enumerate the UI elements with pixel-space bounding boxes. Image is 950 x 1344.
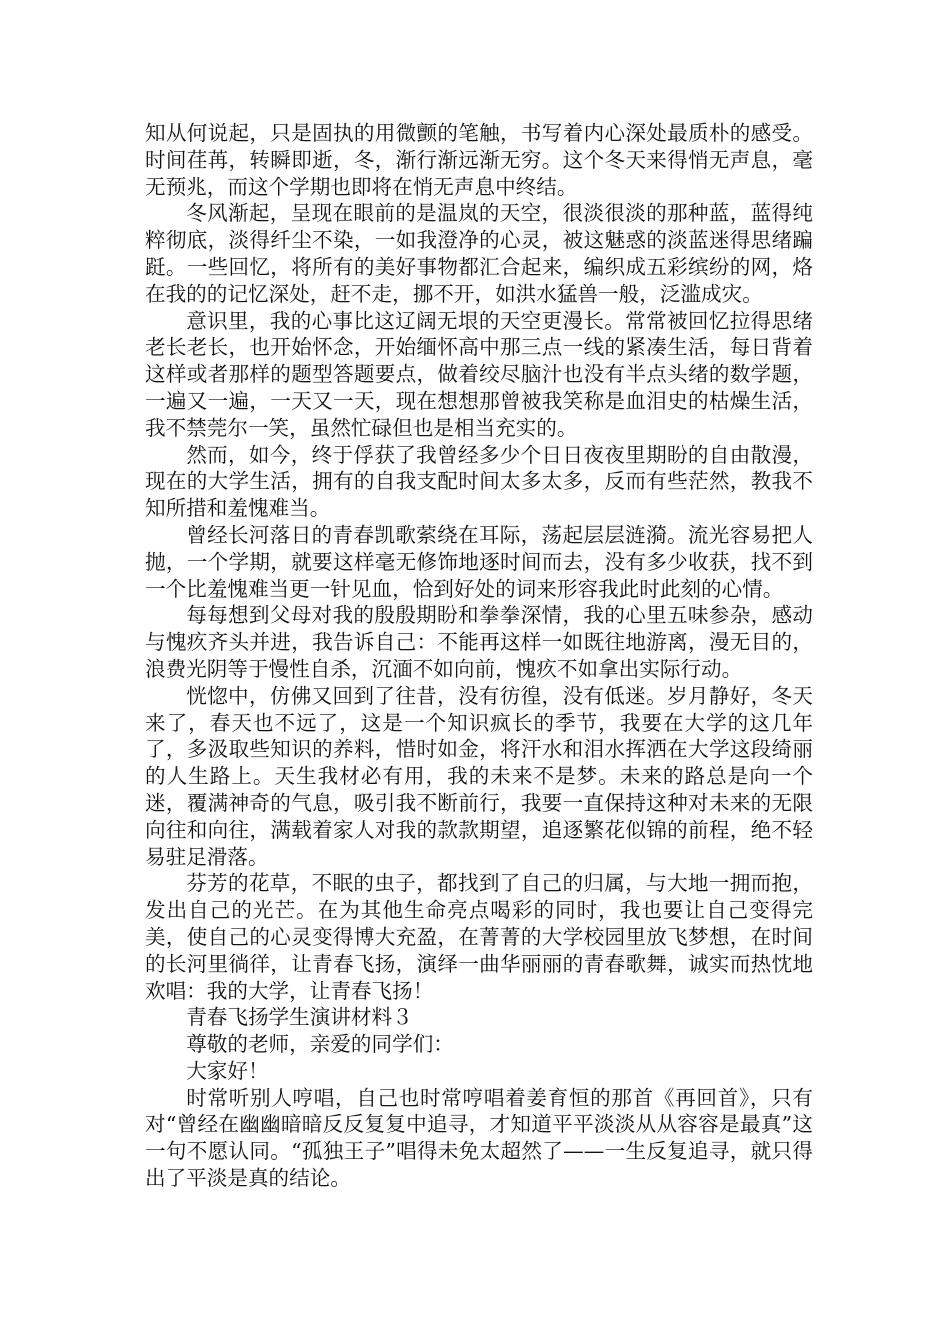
document-page [145, 120, 813, 1192]
greeting: 大家好！ [186, 1058, 269, 1083]
paragraph-7: 恍惚中，仿佛又回到了往昔，没有彷徨，没有低迷。岁月静好，冬天来了，春天也不远了，这是一个知识疯长的季节，我要在大学的这几年了，多汲取些知识的养料，惜时如金，将汗水和泪水挥洒在大学这段绮丽的人生路上。天生我材必有用，我的未来不是梦。未来的路总是向一个迷，覆满神奇的气息，吸引我不断前行，我要一直保持这种对未来的无限向往和向往，满载着家人对我的款款期望，追逐繁花似锦的前程，绝不轻易驻足滑落。 [145, 683, 813, 869]
paragraph-4: 然而，如今，终于俘获了我曾经多少个日日夜夜里期盼的自由散漫，现在的大学生活，拥有的自我支配时间太多太多，反而有些茫然，教我不知所措和羞愧难当。 [145, 442, 813, 521]
closing-paragraph: 时常听别人哼唱，自己也时常哼唱着姜育恒的那首《再回首》，只有对“曾经在幽幽暗暗反反复复中追寻，才知道平平淡淡从从容容是最真”这一句不愿认同。“孤独王子”唱得未免太超然了——一生反复追寻，就只得出了平淡是真的结论。 [145, 1085, 813, 1191]
paragraph-8: 芬芳的花草，不眠的虫子，都找到了自己的归属，与大地一拥而抱，发出自己的光芒。在为其他生命亮点喝彩的同时，我也要让自己变得完美，使自己的心灵变得博大充盈，在菁菁的大学校园里放飞梦想，在时间的长河里徜徉，让青春飞扬，演绎一曲华丽丽的青春歌舞，诚实而热忱地欢唱：我的大学，让青春飞扬！ [145, 871, 813, 1003]
paragraph-1: 知从何说起，只是固执的用微颤的笔触，书写着内心深处最质朴的感受。时间荏苒，转瞬即逝，冬，渐行渐远渐无穷。这个冬天来得悄无声息，毫无预兆，而这个学期也即将在悄无声息中终结。 [145, 121, 813, 199]
section-title: 青春飞扬学生演讲材料３ [186, 1005, 413, 1030]
paragraph-3: 意识里，我的心事比这辽阔无垠的天空更漫长。常常被回忆拉得思绪老长老长，也开始怀念，开始缅怀高中那三点一线的紧凑生活，每日背着这样或者那样的题型答题要点，做着绞尽脑汁也没有半点头绪的数学题，一遍又一遍，一天又一天，现在想想那曾被我笑称是血泪史的枯燥生活，我不禁莞尔一笑，虽然忙碌但也是相当充实的。 [145, 308, 813, 440]
paragraph-6: 每每想到父母对我的殷殷期盼和拳拳深情，我的心里五味参杂，感动与愧疚齐头并进，我告诉自己：不能再这样一如既往地游离，漫无目的，浪费光阴等于慢性自杀，沉湎不如向前，愧疚不如拿出实际行动。 [145, 603, 813, 681]
paragraph-5: 曾经长河落日的青春凯歌萦绕在耳际，荡起层层涟漪。流光容易把人抛，一个学期，就要这样毫无修饰地逐时间而去，没有多少收获，找不到一个比羞愧难当更一针见血，恰到好处的词来形容我此时此刻的心情。 [145, 522, 813, 601]
paragraph-2: 冬风渐起，呈现在眼前的是温岚的天空，很淡很淡的那种蓝，蓝得纯粹彻底，淡得纤尘不染，一如我澄净的心灵，被这魅惑的淡蓝迷得思绪蹁跹。一些回忆，将所有的美好事物都汇合起来，编织成五彩缤纷的网，烙在我的的记忆深处，赶不走，挪不开，如洪水猛兽一般，泛滥成灾。 [145, 201, 813, 306]
salutation: 尊敬的老师，亲爱的同学们： [186, 1032, 454, 1057]
